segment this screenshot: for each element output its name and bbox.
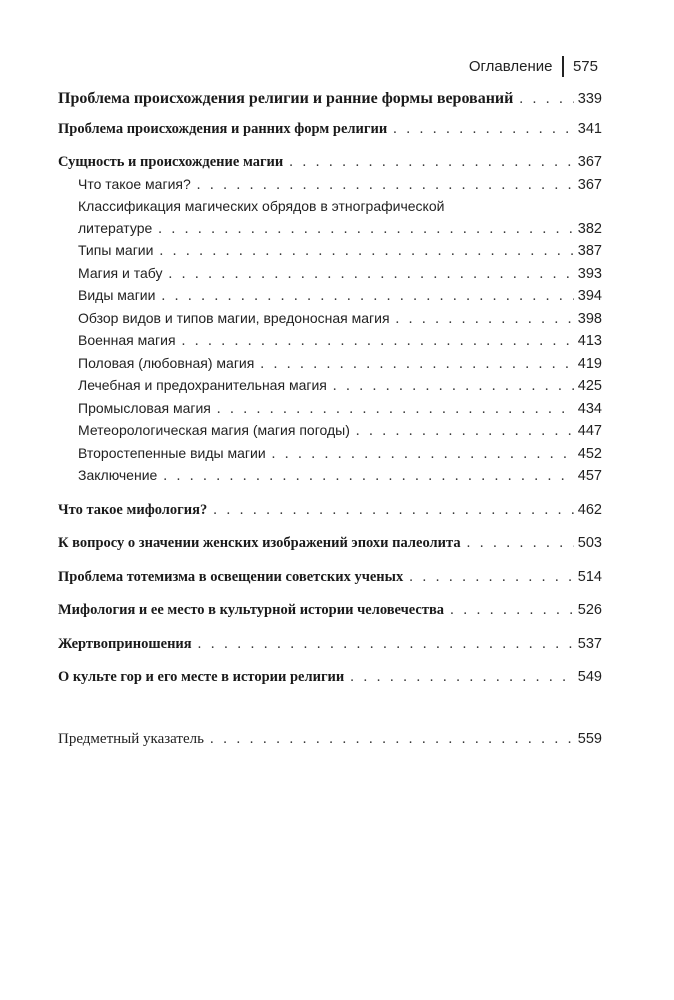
toc-leader-dots: [182, 331, 574, 353]
toc-leader-dots: [260, 354, 573, 376]
header-page-number: 575: [572, 58, 598, 75]
toc-leader-dots: [197, 175, 574, 197]
toc-entry-title: Сущность и происхождение магии: [58, 154, 284, 170]
toc-entry-title: Половая (любовная) магия: [78, 354, 255, 371]
toc-entry-page: 394: [577, 288, 602, 304]
toc-entry-chapter: [58, 88, 602, 111]
toc-entry-page: 398: [577, 310, 602, 327]
toc-leader-dots: [393, 119, 574, 141]
toc-entry-page: 413: [577, 333, 602, 349]
toc-entry-page: 503: [577, 535, 602, 551]
toc-entry-chapter: [58, 567, 602, 589]
toc-entry-section: [58, 375, 602, 398]
toc-entry-title: Магия и табу: [78, 264, 163, 281]
toc-entry-page: 514: [577, 568, 602, 585]
toc-entry-section: [58, 285, 602, 308]
toc-entry-title: Мифология и ее место в культурной истории человечества: [58, 602, 445, 618]
toc-leader-dots: [396, 309, 574, 331]
toc-leader-dots: [409, 567, 574, 589]
toc-entry-title-line2: литературе: [78, 219, 153, 236]
toc-entry-section: [58, 263, 602, 286]
toc-entry-section: [58, 353, 602, 376]
toc-entry-page: 425: [577, 378, 602, 394]
header-title: Оглавление: [468, 58, 553, 75]
toc-entry-section: [58, 196, 602, 240]
toc-entry-title: Проблема происхождения религии и ранние формы верований: [58, 90, 514, 107]
running-header: [469, 56, 598, 77]
table-of-contents: [58, 88, 602, 750]
toc-entry-title: Метеорологическая магия (магия погоды): [78, 422, 350, 438]
toc-leader-dots: [450, 600, 574, 622]
toc-entry-page: 549: [577, 669, 602, 685]
toc-entry-page: 382: [577, 220, 602, 237]
toc-leader-dots: [213, 500, 574, 522]
toc-leader-dots: [519, 89, 573, 111]
toc-leader-dots: [467, 533, 574, 555]
toc-leader-dots: [289, 152, 574, 174]
toc-leader-dots: [198, 634, 574, 656]
toc-entry-chapter: [58, 152, 602, 174]
toc-entry-page: 452: [577, 445, 602, 462]
toc-entry-title: Второстепенные виды магии: [78, 444, 266, 461]
toc-entry-section: [58, 420, 602, 443]
toc-entry-section: [58, 398, 602, 421]
toc-entry-page: 526: [577, 602, 602, 618]
toc-entry-index: [58, 729, 602, 751]
toc-entry-page: 367: [577, 176, 602, 193]
toc-entry-title: К вопросу о значении женских изображений эпохи палеолита: [58, 535, 461, 551]
toc-entry-page: 419: [577, 355, 602, 372]
toc-entry-page: 462: [577, 501, 602, 518]
toc-entry-page: 434: [577, 400, 602, 417]
toc-entry-chapter: [58, 533, 602, 555]
toc-entry-page: 447: [577, 423, 602, 439]
toc-entry-page: 339: [577, 91, 602, 107]
toc-entry-title: Военная магия: [78, 332, 176, 348]
toc-entry-page: 387: [577, 243, 602, 259]
toc-entry-chapter: [58, 500, 602, 522]
toc-entry-page: 457: [577, 468, 602, 484]
toc-entry-title: Лечебная и предохранительная магия: [78, 377, 327, 393]
toc-entry-page: 341: [577, 120, 602, 137]
toc-entry-page: 537: [577, 635, 602, 652]
toc-entry-title: Жертвоприношения: [58, 635, 192, 652]
toc-entry-title: О культе гор и его месте в истории религии: [58, 669, 345, 685]
toc-leader-dots: [163, 466, 573, 488]
toc-leader-dots: [210, 729, 574, 751]
toc-entry-section: [58, 443, 602, 466]
toc-entry-chapter: [58, 634, 602, 656]
toc-entry-title: Что такое магия?: [78, 175, 191, 192]
toc-entry-page: 367: [577, 154, 602, 170]
toc-entry-title: Обзор видов и типов магии, вредоносная магия: [78, 309, 390, 326]
toc-leader-dots: [350, 667, 574, 689]
header-separator: [562, 56, 564, 77]
toc-entry-section: [58, 240, 602, 263]
toc-leader-dots: [272, 444, 574, 466]
toc-leader-dots: [159, 241, 573, 263]
toc-leader-dots: [356, 421, 574, 443]
toc-entry-page: 559: [577, 730, 602, 747]
toc-leader-dots: [168, 264, 573, 286]
toc-leader-dots: [158, 219, 574, 241]
toc-entry-section: [58, 174, 602, 197]
toc-entry-chapter: [58, 119, 602, 141]
toc-leader-dots: [161, 286, 573, 308]
toc-entry-chapter: [58, 667, 602, 689]
toc-entry-title: Предметный указатель: [58, 730, 204, 747]
toc-leader-dots: [217, 399, 574, 421]
toc-leader-dots: [333, 376, 574, 398]
toc-entry-title: Заключение: [78, 467, 158, 483]
toc-entry-title: Типы магии: [78, 242, 154, 258]
toc-entry-section: [58, 465, 602, 488]
toc-entry-title-line1: Классификация магических обрядов в этнографической: [78, 198, 445, 214]
toc-entry-section: [58, 330, 602, 353]
toc-entry-page: 393: [577, 265, 602, 282]
toc-entry-section: [58, 308, 602, 331]
toc-entry-title: Что такое мифология?: [58, 501, 208, 518]
toc-entry-chapter: [58, 600, 602, 622]
toc-entry-title: Проблема происхождения и ранних форм религии: [58, 120, 388, 137]
toc-entry-title: Проблема тотемизма в освещении советских ученых: [58, 568, 404, 585]
toc-entry-title: Промысловая магия: [78, 399, 211, 416]
toc-entry-title: Виды магии: [78, 287, 156, 303]
